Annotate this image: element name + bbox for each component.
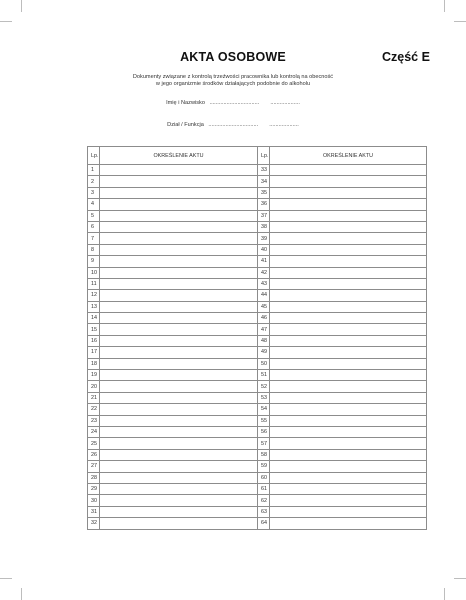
name-field[interactable] — [0, 100, 466, 106]
row-number-left: 30 — [88, 495, 100, 506]
document-subtitle — [0, 74, 466, 88]
name-label: Imię i Nazwisko — [166, 100, 205, 106]
crop-mark — [21, 588, 22, 600]
table-row — [88, 244, 427, 255]
department-dots: ................................ — [208, 122, 259, 128]
act-cell-left[interactable] — [100, 518, 258, 529]
act-cell-left[interactable] — [100, 244, 258, 255]
act-cell-right[interactable] — [270, 483, 427, 494]
row-number-left: 10 — [88, 267, 100, 278]
row-number-right: 33 — [258, 165, 270, 176]
row-number-left: 8 — [88, 244, 100, 255]
row-number-left: 7 — [88, 233, 100, 244]
act-cell-right[interactable] — [270, 278, 427, 289]
row-number-right: 35 — [258, 187, 270, 198]
row-number-right: 42 — [258, 267, 270, 278]
row-number-left: 5 — [88, 210, 100, 221]
act-cell-left[interactable] — [100, 256, 258, 267]
document-title: AKTA OSOBOWE — [180, 50, 286, 64]
row-number-left: 3 — [88, 187, 100, 198]
row-number-right: 59 — [258, 461, 270, 472]
row-number-left: 15 — [88, 324, 100, 335]
row-number-right: 63 — [258, 506, 270, 517]
row-number-right: 49 — [258, 347, 270, 358]
act-cell-right[interactable] — [270, 495, 427, 506]
row-number-left: 12 — [88, 290, 100, 301]
table-row — [88, 301, 427, 312]
act-cell-left[interactable] — [100, 176, 258, 187]
table-row — [88, 518, 427, 529]
table-row — [88, 381, 427, 392]
act-cell-right[interactable] — [270, 381, 427, 392]
row-number-left: 19 — [88, 370, 100, 381]
table-row — [88, 267, 427, 278]
act-cell-right[interactable] — [270, 347, 427, 358]
row-number-left: 31 — [88, 506, 100, 517]
row-number-right: 56 — [258, 426, 270, 437]
act-cell-right[interactable] — [270, 518, 427, 529]
act-cell-left[interactable] — [100, 472, 258, 483]
act-cell-right[interactable] — [270, 199, 427, 210]
act-cell-left[interactable] — [100, 221, 258, 232]
row-number-left: 13 — [88, 301, 100, 312]
act-cell-right[interactable] — [270, 506, 427, 517]
act-cell-left[interactable] — [100, 324, 258, 335]
act-cell-right[interactable] — [270, 472, 427, 483]
act-cell-right[interactable] — [270, 392, 427, 403]
act-cell-right[interactable] — [270, 324, 427, 335]
act-cell-left[interactable] — [100, 483, 258, 494]
act-cell-left[interactable] — [100, 301, 258, 312]
row-number-right: 44 — [258, 290, 270, 301]
records-table — [87, 146, 427, 530]
act-cell-right[interactable] — [270, 404, 427, 415]
act-cell-left[interactable] — [100, 199, 258, 210]
act-cell-left[interactable] — [100, 347, 258, 358]
row-number-right: 45 — [258, 301, 270, 312]
row-number-right: 38 — [258, 221, 270, 232]
row-number-left: 23 — [88, 415, 100, 426]
row-number-left: 9 — [88, 256, 100, 267]
crop-mark — [0, 578, 12, 579]
subtitle-line-2: w jego organizmie środków działających podobnie do alkoholu — [155, 81, 311, 87]
row-number-left: 29 — [88, 483, 100, 494]
department-label: Dział / Funkcja — [167, 122, 204, 128]
act-cell-right[interactable] — [270, 301, 427, 312]
row-number-right: 36 — [258, 199, 270, 210]
act-cell-left[interactable] — [100, 506, 258, 517]
act-cell-left[interactable] — [100, 415, 258, 426]
row-number-right: 62 — [258, 495, 270, 506]
act-cell-right[interactable] — [270, 438, 427, 449]
row-number-right: 58 — [258, 449, 270, 460]
act-cell-left[interactable] — [100, 392, 258, 403]
act-cell-right[interactable] — [270, 313, 427, 324]
act-cell-left[interactable] — [100, 495, 258, 506]
row-number-right: 54 — [258, 404, 270, 415]
table-row — [88, 290, 427, 301]
lp-header-left: Lp. — [88, 147, 100, 165]
act-cell-right[interactable] — [270, 244, 427, 255]
department-dots-secondary: ................... — [269, 122, 299, 128]
table-row — [88, 221, 427, 232]
act-cell-left[interactable] — [100, 358, 258, 369]
crop-mark — [444, 588, 445, 600]
act-header-left: OKREŚLENIE AKTU — [100, 147, 258, 165]
act-cell-left[interactable] — [100, 381, 258, 392]
department-field[interactable] — [0, 122, 466, 128]
lp-header-right: Lp. — [258, 147, 270, 165]
act-cell-left[interactable] — [100, 290, 258, 301]
act-cell-right[interactable] — [270, 461, 427, 472]
crop-mark — [454, 21, 466, 22]
table-row — [88, 313, 427, 324]
row-number-right: 60 — [258, 472, 270, 483]
act-cell-right[interactable] — [270, 267, 427, 278]
row-number-left: 20 — [88, 381, 100, 392]
act-header-right: OKREŚLENIE AKTU — [270, 147, 427, 165]
row-number-right: 34 — [258, 176, 270, 187]
table-row — [88, 506, 427, 517]
row-number-left: 27 — [88, 461, 100, 472]
table-body — [88, 165, 427, 530]
act-cell-right[interactable] — [270, 221, 427, 232]
act-cell-right[interactable] — [270, 256, 427, 267]
act-cell-left[interactable] — [100, 210, 258, 221]
row-number-right: 39 — [258, 233, 270, 244]
row-number-right: 40 — [258, 244, 270, 255]
act-cell-left[interactable] — [100, 187, 258, 198]
act-cell-right[interactable] — [270, 335, 427, 346]
row-number-left: 25 — [88, 438, 100, 449]
table-row — [88, 278, 427, 289]
row-number-left: 26 — [88, 449, 100, 460]
act-cell-left[interactable] — [100, 370, 258, 381]
act-cell-left[interactable] — [100, 267, 258, 278]
row-number-right: 55 — [258, 415, 270, 426]
crop-mark — [444, 0, 445, 12]
crop-mark — [454, 578, 466, 579]
table-row — [88, 358, 427, 369]
act-cell-right[interactable] — [270, 187, 427, 198]
table-row — [88, 449, 427, 460]
table-row — [88, 187, 427, 198]
act-cell-left[interactable] — [100, 426, 258, 437]
act-cell-left[interactable] — [100, 461, 258, 472]
act-cell-right[interactable] — [270, 233, 427, 244]
row-number-left: 22 — [88, 404, 100, 415]
part-label: Część E — [382, 50, 430, 64]
act-cell-left[interactable] — [100, 438, 258, 449]
subtitle-line-1: Dokumenty związane z kontrolą trzeźwości pracownika lub kontrolą na obecność — [132, 74, 334, 80]
row-number-right: 61 — [258, 483, 270, 494]
act-cell-right[interactable] — [270, 290, 427, 301]
row-number-left: 21 — [88, 392, 100, 403]
name-dots: ................................ — [209, 100, 260, 106]
table-row — [88, 233, 427, 244]
table-row — [88, 347, 427, 358]
row-number-right: 64 — [258, 518, 270, 529]
act-cell-left[interactable] — [100, 165, 258, 176]
table-row — [88, 426, 427, 437]
row-number-left: 17 — [88, 347, 100, 358]
act-cell-left[interactable] — [100, 335, 258, 346]
row-number-right: 53 — [258, 392, 270, 403]
row-number-left: 14 — [88, 313, 100, 324]
row-number-right: 51 — [258, 370, 270, 381]
row-number-left: 16 — [88, 335, 100, 346]
act-cell-left[interactable] — [100, 449, 258, 460]
table-row — [88, 335, 427, 346]
table-header-row — [88, 147, 427, 165]
row-number-left: 24 — [88, 426, 100, 437]
table-row — [88, 404, 427, 415]
table-row — [88, 415, 427, 426]
act-cell-right[interactable] — [270, 210, 427, 221]
act-cell-right[interactable] — [270, 449, 427, 460]
row-number-left: 6 — [88, 221, 100, 232]
row-number-left: 32 — [88, 518, 100, 529]
table-row — [88, 438, 427, 449]
act-cell-right[interactable] — [270, 358, 427, 369]
act-cell-right[interactable] — [270, 370, 427, 381]
act-cell-right[interactable] — [270, 426, 427, 437]
table-row — [88, 472, 427, 483]
act-cell-left[interactable] — [100, 404, 258, 415]
row-number-left: 18 — [88, 358, 100, 369]
table-row — [88, 392, 427, 403]
row-number-right: 48 — [258, 335, 270, 346]
row-number-right: 43 — [258, 278, 270, 289]
act-cell-right[interactable] — [270, 176, 427, 187]
table-row — [88, 324, 427, 335]
table-row — [88, 165, 427, 176]
row-number-right: 47 — [258, 324, 270, 335]
act-cell-right[interactable] — [270, 165, 427, 176]
row-number-left: 28 — [88, 472, 100, 483]
row-number-left: 11 — [88, 278, 100, 289]
table-row — [88, 256, 427, 267]
crop-mark — [21, 0, 22, 12]
act-cell-right[interactable] — [270, 415, 427, 426]
act-cell-left[interactable] — [100, 278, 258, 289]
row-number-right: 41 — [258, 256, 270, 267]
act-cell-left[interactable] — [100, 233, 258, 244]
table-row — [88, 210, 427, 221]
row-number-right: 52 — [258, 381, 270, 392]
name-dots-secondary: ................... — [270, 100, 300, 106]
table-row — [88, 176, 427, 187]
row-number-left: 4 — [88, 199, 100, 210]
crop-mark — [0, 21, 12, 22]
table-row — [88, 461, 427, 472]
table-row — [88, 370, 427, 381]
row-number-right: 50 — [258, 358, 270, 369]
row-number-right: 37 — [258, 210, 270, 221]
table-row — [88, 483, 427, 494]
row-number-left: 1 — [88, 165, 100, 176]
row-number-right: 57 — [258, 438, 270, 449]
act-cell-left[interactable] — [100, 313, 258, 324]
row-number-left: 2 — [88, 176, 100, 187]
table-row — [88, 199, 427, 210]
row-number-right: 46 — [258, 313, 270, 324]
table-row — [88, 495, 427, 506]
